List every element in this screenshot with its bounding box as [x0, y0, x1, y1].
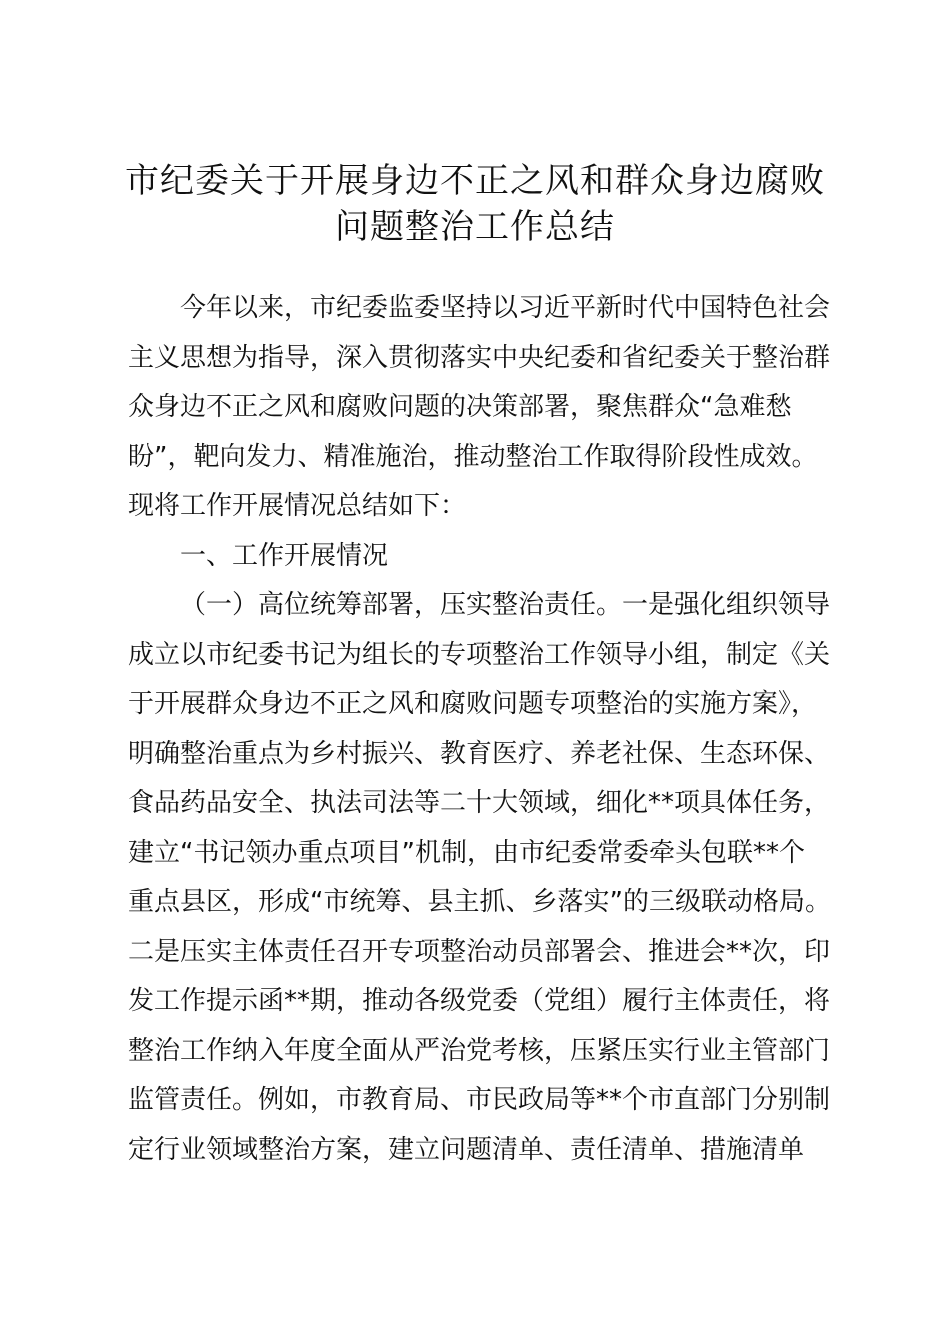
paragraph-line: 众身边不正之风和腐败问题的决策部署，聚焦群众“急难愁: [128, 392, 792, 422]
paragraph-line: 明确整治重点为乡村振兴、教育医疗、养老社保、生态环保、: [128, 738, 831, 769]
paragraph-line: 今年以来，市纪委监委坚持以习近平新时代中国特色社会: [180, 293, 831, 323]
section-heading: 一、工作开展情况: [180, 540, 389, 571]
title-line-1: 市纪委关于开展身边不正之风和群众身边腐败: [125, 161, 825, 201]
title-line-2: 问题整治工作总结: [335, 207, 615, 247]
paragraph-line: 发工作提示函**期，推动各级党委（党组）履行主体责任，将: [128, 986, 831, 1016]
paragraph-line: 定行业领域整治方案，建立问题清单、责任清单、措施清单: [128, 1134, 805, 1165]
document-body: [128, 284, 848, 1175]
paragraph-line: 食品药品安全、执法司法等二十大领域，细化**项具体任务，: [128, 788, 831, 818]
document-title: [110, 158, 840, 250]
paragraph-line: 重点县区，形成“市统筹、县主抓、乡落实”的三级联动格局。: [128, 887, 831, 917]
paragraph-line: 监管责任。例如，市教育局、市民政局等**个市直部门分别制: [128, 1085, 831, 1115]
paragraph-line: 整治工作纳入年度全面从严治党考核，压紧压实行业主管部门: [128, 1035, 831, 1066]
paragraph-line: 于开展群众身边不正之风和腐败问题专项整治的实施方案》，: [128, 689, 818, 719]
paragraph-line: 现将工作开展情况总结如下：: [128, 491, 467, 521]
paragraph-line: 二是压实主体责任召开专项整治动员部署会、推进会**次，印: [128, 936, 831, 967]
paragraph-line: （一）高位统筹部署，压实整治责任。一是强化组织领导: [180, 590, 831, 620]
paragraph-line: 成立以市纪委书记为组长的专项整治工作领导小组，制定《关: [128, 639, 831, 670]
paragraph-line: 主义思想为指导，深入贯彻落实中央纪委和省纪委关于整治群: [128, 342, 831, 373]
paragraph-line: 建立“书记领办重点项目”机制，由市纪委常委牵头包联**个: [128, 837, 805, 868]
paragraph-line: 盼”，靶向发力、精准施治，推动整治工作取得阶段性成效。: [128, 441, 818, 472]
